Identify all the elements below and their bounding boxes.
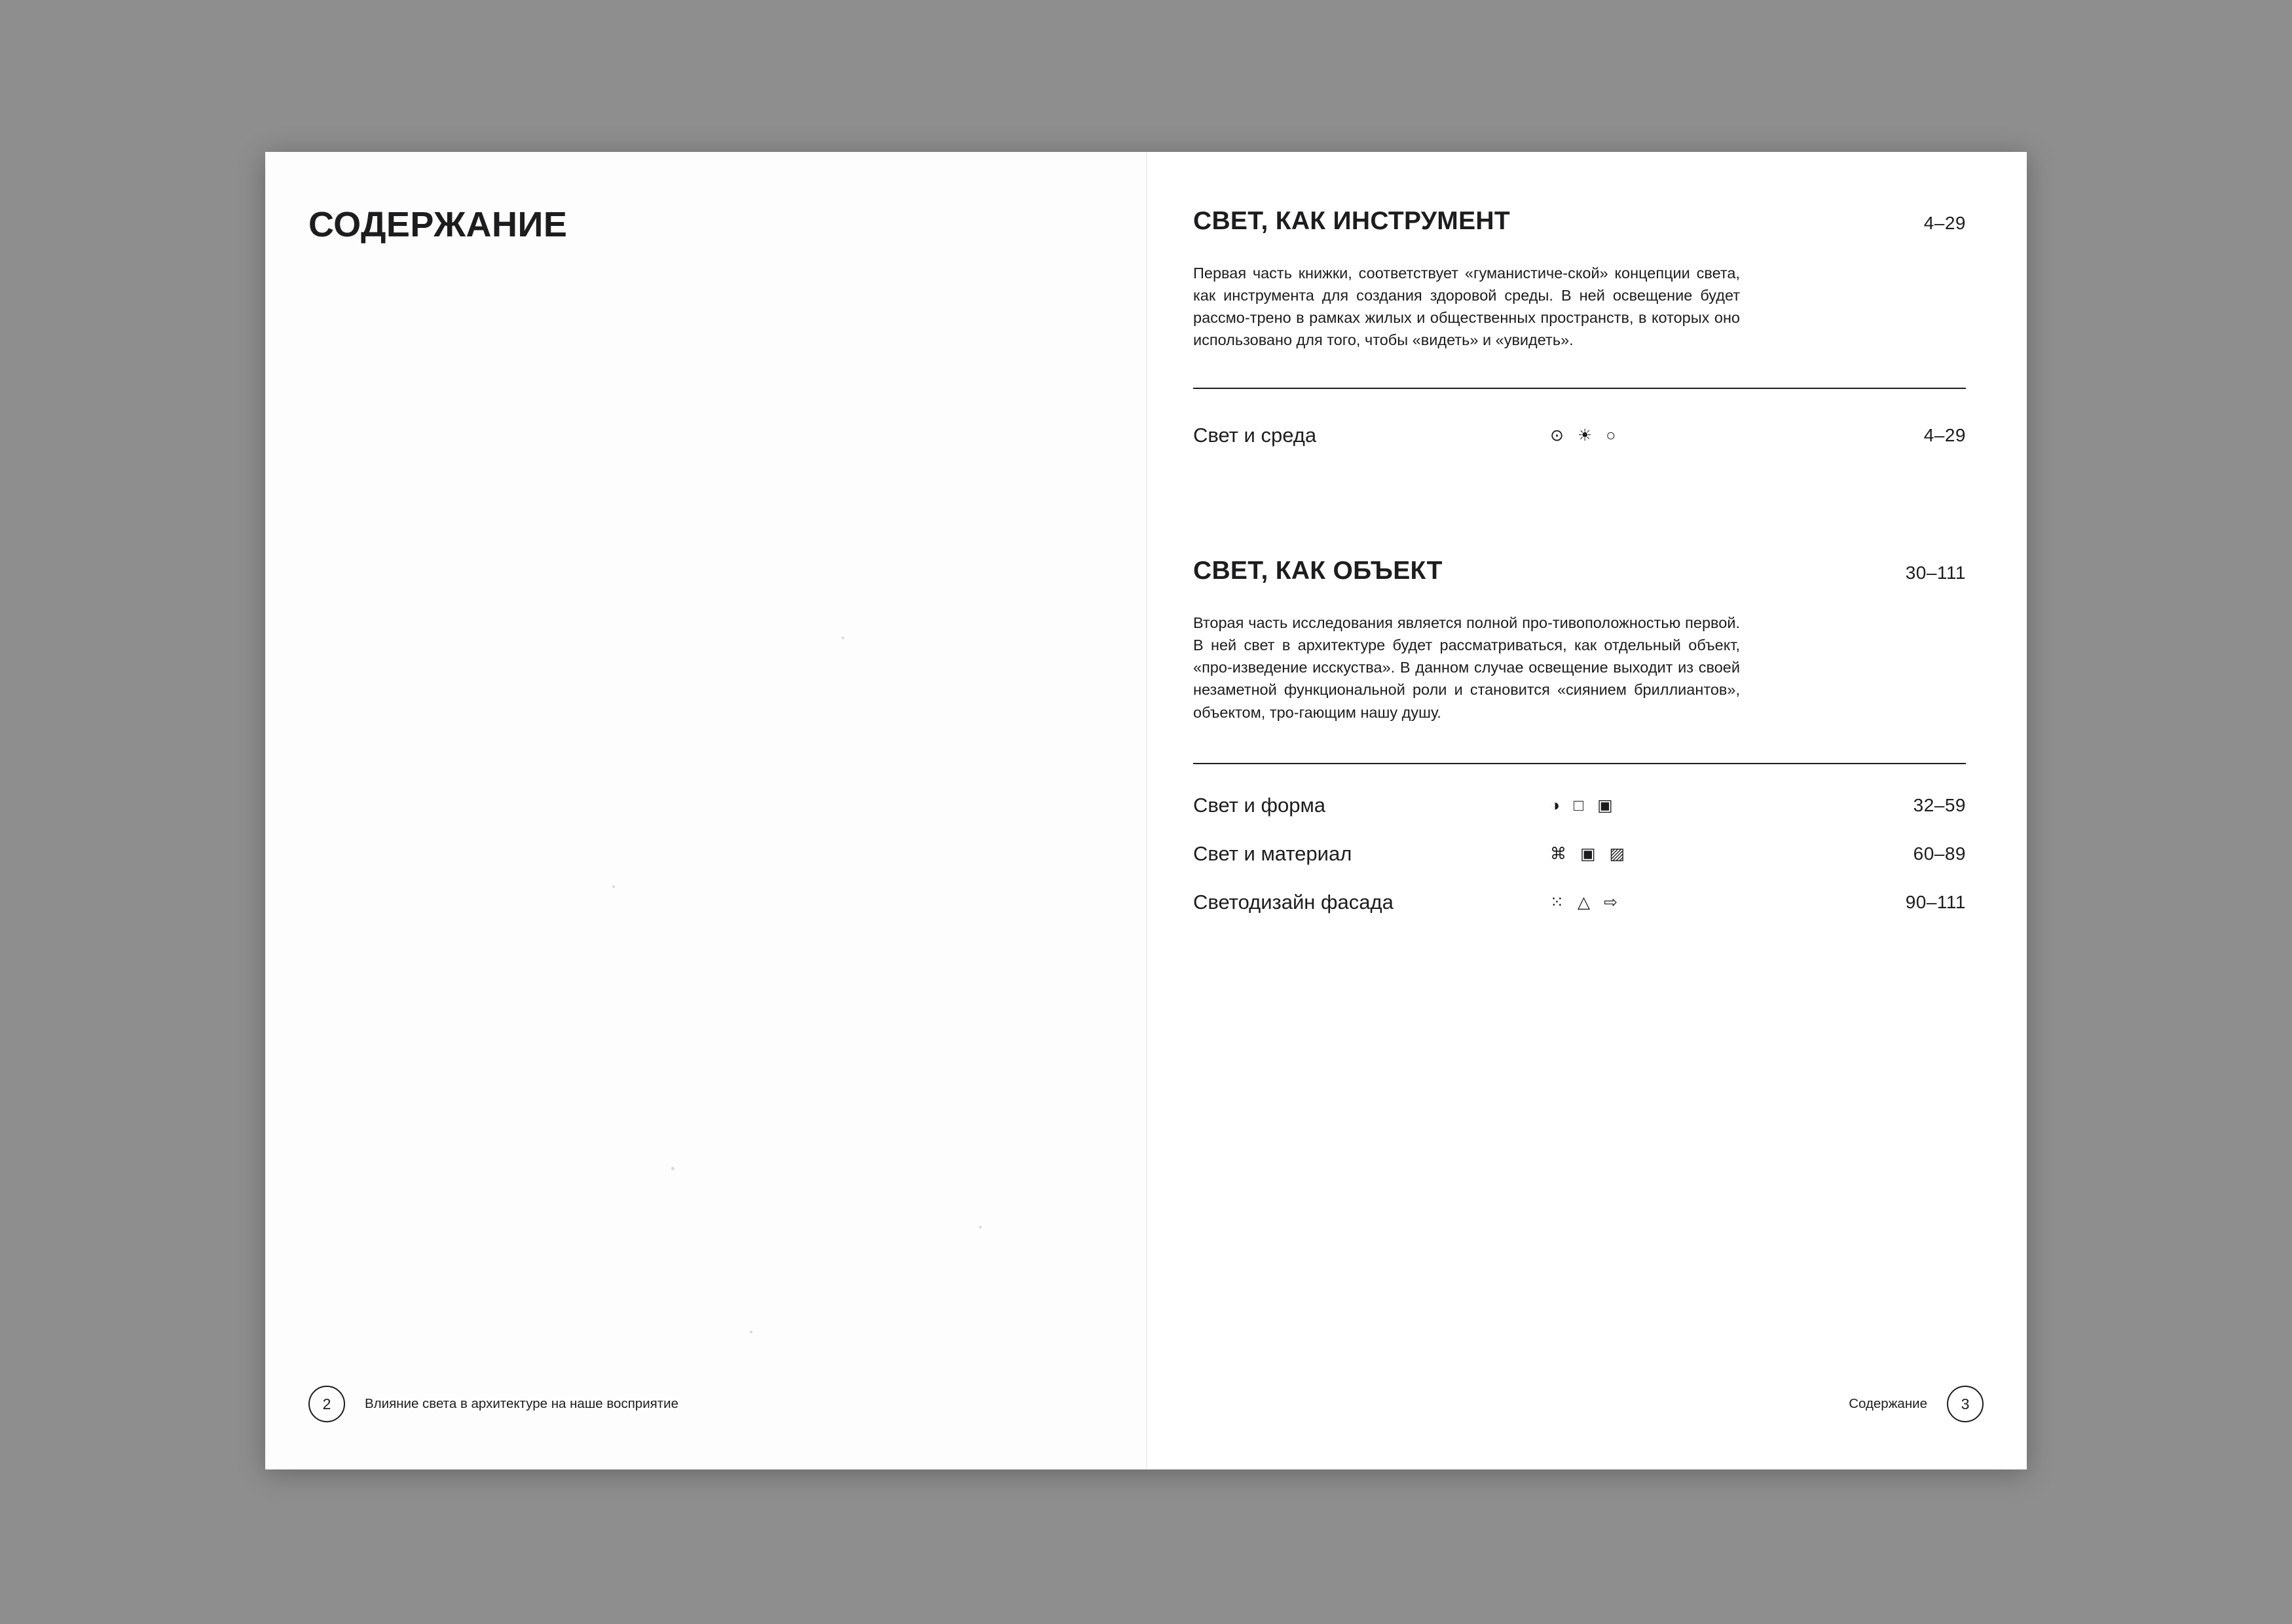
toc-entry-pages: 60–89 — [1913, 843, 1966, 864]
toc-entry-icons: ◑ □ ▣ — [1550, 796, 1617, 815]
paper-speck — [979, 1226, 982, 1228]
toc-entry-pages: 4–29 — [1923, 425, 1966, 446]
footer-caption: Влияние света в архитектуре на наше восприятие — [365, 1396, 678, 1411]
paper-speck — [750, 1331, 752, 1333]
toc-entry[interactable] — [1193, 411, 1966, 460]
toc-entry-icons: ⌘ ▣ ▨ — [1550, 844, 1630, 863]
toc-entry-name[interactable]: Свет и материал — [1193, 841, 1352, 865]
toc-entry-name[interactable]: Свет и среда — [1193, 424, 1317, 447]
right-page — [1146, 152, 2027, 1469]
toc-entry-icons: ⁙ △ ⇨ — [1550, 893, 1623, 912]
section-description: Вторая часть исследования является полной про-тивоположностью первой. В ней свет в архитектуре будет рассматриваться, как отдельный объект, «про-изведение исскуства». В данном случае освещение выходит из своей незаметной функциональной роли и становится «сиянием бриллиантов», объектом, тро-гающим нашу душу. — [1193, 614, 1740, 721]
right-footer — [1146, 1386, 2027, 1422]
book-spread — [265, 152, 2027, 1469]
paper-speck — [841, 637, 844, 639]
paper-speck — [671, 1167, 675, 1170]
section-description: Первая часть книжки, соответствует «гуманистиче-ской» концепции света, как инструмента для создания здоровой среды. В ней освещение будет рассмо-трено в рамках жилых и общественных пространств, в которых оно использовано для того, чтобы «видеть» и «увидеть». — [1193, 265, 1740, 349]
section-page-range: 30–111 — [1905, 563, 1966, 583]
page-number-badge: 3 — [1947, 1386, 1984, 1422]
toc-entry-pages: 32–59 — [1913, 794, 1966, 815]
toc-entry-name[interactable]: Светодизайн фасада — [1193, 890, 1394, 913]
toc-entry[interactable] — [1193, 781, 1966, 830]
toc-entry[interactable] — [1193, 830, 1966, 878]
left-footer — [265, 1386, 1146, 1422]
footer-caption: Содержание — [1849, 1396, 1927, 1411]
divider-rule — [1193, 763, 1966, 764]
toc-section-2 — [1193, 557, 1966, 723]
left-page — [265, 152, 1146, 1469]
toc-content — [1193, 207, 1966, 927]
section-header — [1193, 557, 1966, 585]
toc-entry-name[interactable]: Свет и форма — [1193, 793, 1325, 817]
paper-speck — [612, 885, 615, 888]
section-header — [1193, 207, 1966, 236]
page-title: СОДЕРЖАНИЕ — [308, 205, 568, 244]
section-title[interactable]: СВЕТ, КАК ОБЪЕКТ — [1193, 557, 1443, 585]
section-title[interactable]: СВЕТ, КАК ИНСТРУМЕНТ — [1193, 207, 1510, 235]
toc-entry-icons: ⊙ ☀ ○ — [1550, 426, 1621, 445]
divider-rule — [1193, 388, 1966, 389]
toc-section-1 — [1193, 207, 1966, 351]
page-number-badge: 2 — [308, 1386, 345, 1422]
section-page-range: 4–29 — [1923, 213, 1966, 233]
toc-entry[interactable] — [1193, 878, 1966, 927]
toc-entry-pages: 90–111 — [1905, 891, 1966, 912]
